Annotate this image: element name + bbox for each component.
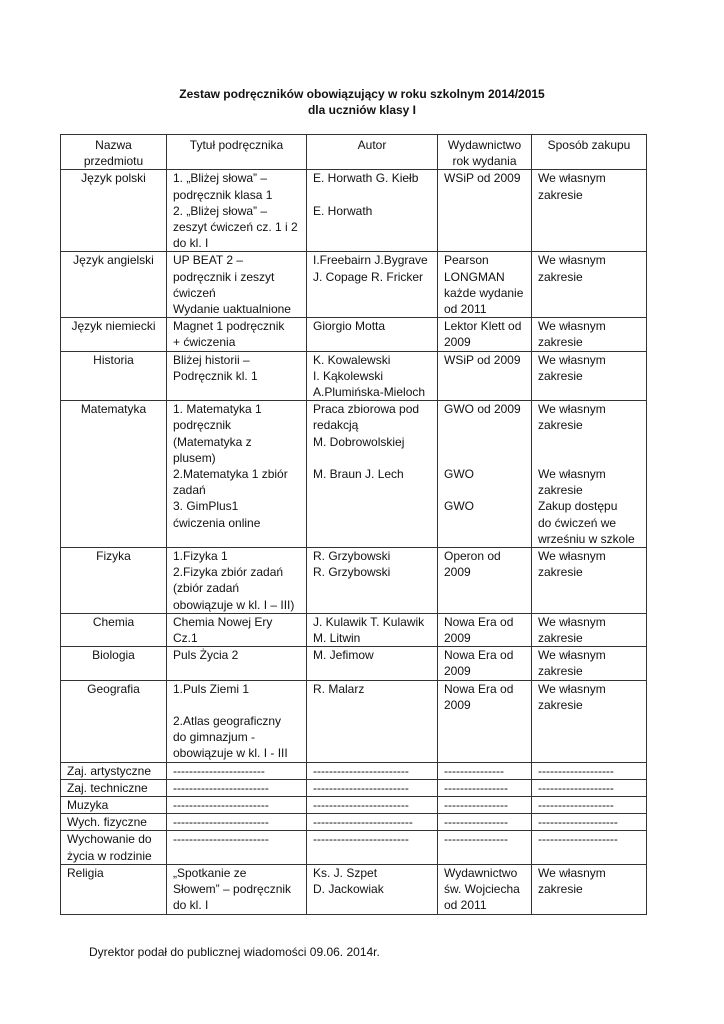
table-row — [61, 762, 647, 779]
cell-line: --------------- — [444, 763, 504, 778]
cell-line: każde wydanie — [444, 285, 524, 300]
table-row — [61, 814, 647, 831]
footer-note: Dyrektor podał do publicznej wiadomości 09.06. 2014r. — [89, 945, 380, 959]
book-cell — [167, 814, 307, 831]
author-cell — [307, 762, 438, 779]
cell-line: podręcznik klasa 1 — [173, 187, 273, 202]
cell-line: We własnym — [538, 681, 606, 696]
purchase-cell — [532, 814, 647, 831]
blank-line — [538, 450, 640, 466]
publisher-cell — [438, 401, 532, 548]
table-row — [61, 252, 647, 318]
cell-line: zakresie — [538, 269, 583, 284]
cell-line: Ks. J. Szpet — [313, 865, 378, 880]
cell-line: E. Horwath G. Kiełb — [313, 171, 419, 186]
publisher-cell — [438, 779, 532, 796]
author-cell — [307, 170, 438, 252]
cell-line: Geografia — [87, 681, 140, 696]
cell-line: R. Grzybowski — [313, 565, 391, 580]
blank-line — [444, 434, 525, 450]
cell-line: Biologia — [92, 648, 135, 663]
table-row — [61, 401, 647, 548]
cell-line: 2009 — [444, 565, 471, 580]
cell-line: „Spotkanie ze — [173, 865, 247, 880]
cell-line: Podręcznik kl. 1 — [173, 368, 258, 383]
cell-line: 2009 — [444, 664, 471, 679]
subject-cell — [61, 318, 167, 351]
cell-line: Giorgio Motta — [313, 319, 386, 334]
cell-line: obowiązuje w kl. I – III) — [173, 597, 295, 612]
subject-cell — [61, 797, 167, 814]
author-cell — [307, 647, 438, 680]
cell-line: ------------------------ — [173, 798, 269, 813]
cell-line: 2.Atlas geograficzny — [173, 714, 282, 729]
cell-line: zakresie — [538, 631, 583, 646]
book-cell — [167, 318, 307, 351]
title-line-1: Zestaw podręczników obowiązujący w roku szkolnym 2014/2015 — [179, 87, 545, 101]
textbook-table — [60, 134, 647, 915]
purchase-cell — [532, 680, 647, 762]
table-row — [61, 351, 647, 401]
cell-line: 3. GimPlus1 — [173, 499, 239, 514]
table-row — [61, 613, 647, 646]
cell-line: zadań — [173, 483, 206, 498]
cell-line: 2.Fizyka zbiór zadań — [173, 565, 284, 580]
cell-line: + ćwiczenia — [173, 335, 236, 350]
header-subject — [61, 135, 167, 170]
cell-line: D. Jackowiak — [313, 882, 384, 897]
cell-line: Praca zbiorowa pod — [313, 402, 420, 417]
subject-cell — [61, 680, 167, 762]
cell-line: We własnym — [538, 402, 606, 417]
cell-line: -------------------- — [538, 832, 618, 847]
title-line-2: dla uczniów klasy I — [307, 103, 417, 117]
subject-cell — [61, 864, 167, 914]
table-row — [61, 864, 647, 914]
purchase-cell — [532, 252, 647, 318]
cell-line: ------------------------ — [313, 763, 409, 778]
cell-line: E. Horwath — [313, 203, 373, 218]
author-cell — [307, 351, 438, 401]
table-row — [61, 779, 647, 796]
cell-line: Chemia — [92, 614, 135, 629]
cell-line: K. Kowalewski — [313, 352, 391, 367]
book-cell — [167, 864, 307, 914]
cell-line: WSiP od 2009 — [444, 171, 521, 186]
author-cell — [307, 252, 438, 318]
cell-line: 2. „Bliżej słowa” – — [173, 203, 268, 218]
purchase-cell — [532, 401, 647, 548]
purchase-cell — [532, 864, 647, 914]
publisher-cell — [438, 351, 532, 401]
table-row — [61, 647, 647, 680]
header-book — [167, 135, 307, 170]
header-purchase — [532, 135, 647, 170]
author-cell — [307, 318, 438, 351]
subject-cell — [61, 401, 167, 548]
cell-line: zakresie — [538, 368, 583, 383]
author-cell — [307, 814, 438, 831]
table-row — [61, 680, 647, 762]
cell-line: ------------------------ — [313, 780, 409, 795]
cell-line: Język angielski — [73, 253, 154, 268]
document-title — [0, 86, 724, 118]
cell-line: zakresie — [538, 187, 583, 202]
purchase-cell — [532, 831, 647, 864]
cell-line: Nowa Era od — [444, 648, 514, 663]
book-cell — [167, 680, 307, 762]
cell-line: obowiązuje w kl. I - III — [173, 746, 288, 761]
cell-line: 2009 — [444, 697, 471, 712]
author-cell — [307, 831, 438, 864]
cell-line: Język niemiecki — [71, 319, 156, 334]
table-row — [61, 797, 647, 814]
cell-line: Nowa Era od — [444, 614, 514, 629]
cell-line: redakcją — [313, 418, 359, 433]
publisher-cell — [438, 647, 532, 680]
cell-line: ćwiczeń — [173, 285, 216, 300]
cell-line: ------------------- — [538, 798, 614, 813]
publisher-cell — [438, 797, 532, 814]
cell-line: I.Freebairn J.Bygrave — [313, 253, 428, 268]
publisher-cell — [438, 252, 532, 318]
cell-line: Słowem” – podręcznik — [173, 882, 292, 897]
cell-line: Operon od — [444, 549, 501, 564]
cell-line: 1. „Bliżej słowa” – — [173, 171, 268, 186]
cell-line: podręcznik — [173, 418, 232, 433]
cell-line: podręcznik i zeszyt — [173, 269, 275, 284]
cell-line: Język polski — [81, 171, 146, 186]
subject-cell — [61, 779, 167, 796]
subject-cell — [61, 831, 167, 864]
cell-line: We własnym — [538, 614, 606, 629]
cell-line: ---------------- — [444, 798, 508, 813]
purchase-cell — [532, 318, 647, 351]
cell-line: 2009 — [444, 335, 471, 350]
cell-line: M. Braun J. Lech — [313, 467, 404, 482]
cell-line: We własnym — [538, 171, 606, 186]
cell-line: do kl. I — [173, 898, 209, 913]
author-cell — [307, 797, 438, 814]
purchase-cell — [532, 797, 647, 814]
cell-line: 1.Puls Ziemi 1 — [173, 681, 250, 696]
cell-line: Wydanie uaktualnione — [173, 302, 291, 317]
cell-line: We własnym — [538, 648, 606, 663]
publisher-cell — [438, 864, 532, 914]
cell-line: Magnet 1 podręcznik — [173, 319, 285, 334]
cell-line: plusem) — [173, 450, 216, 465]
header-book-label: Tytuł podręcznika — [189, 138, 284, 152]
subject-cell — [61, 647, 167, 680]
cell-line: Muzyka — [67, 798, 109, 813]
cell-line: We własnym — [538, 865, 606, 880]
book-cell — [167, 401, 307, 548]
cell-line: ---------------- — [444, 815, 508, 830]
book-cell — [167, 351, 307, 401]
blank-line — [538, 434, 640, 450]
header-purchase-label: Sposób zakupu — [547, 138, 631, 152]
blank-line — [444, 482, 525, 498]
cell-line: J. Copage R. Fricker — [313, 269, 424, 284]
cell-line: A.Plumińska-Mieloch — [313, 385, 426, 400]
cell-line: We własnym — [538, 319, 606, 334]
cell-line: GWO — [444, 499, 474, 514]
author-cell — [307, 401, 438, 548]
cell-line: do kl. I — [173, 236, 209, 251]
book-cell — [167, 548, 307, 614]
book-cell — [167, 831, 307, 864]
cell-line: ------------------------- — [313, 815, 413, 830]
cell-line: Puls Życia 2 — [173, 648, 239, 663]
header-publisher — [438, 135, 532, 170]
purchase-cell — [532, 647, 647, 680]
cell-line: Cz.1 — [173, 631, 198, 646]
cell-line: We własnym — [538, 253, 606, 268]
publisher-cell — [438, 680, 532, 762]
author-cell — [307, 548, 438, 614]
cell-line: GWO — [444, 467, 474, 482]
cell-line: Lektor Klett od — [444, 319, 522, 334]
blank-line — [444, 417, 525, 433]
cell-line: ------------------------ — [173, 780, 269, 795]
cell-line: ------------------------ — [173, 815, 269, 830]
cell-line: We własnym — [538, 352, 606, 367]
cell-line: od 2011 — [444, 302, 487, 317]
cell-line: zeszyt ćwiczeń cz. 1 i 2 — [173, 220, 298, 235]
publisher-cell — [438, 814, 532, 831]
author-cell — [307, 779, 438, 796]
cell-line: życia w rodzinie — [67, 848, 152, 863]
cell-line: do ćwiczeń we — [538, 515, 617, 530]
cell-line: M. Litwin — [313, 631, 361, 646]
table-row — [61, 318, 647, 351]
author-cell — [307, 680, 438, 762]
cell-line: ----------------------- — [173, 763, 265, 778]
cell-line: R. Malarz — [313, 681, 365, 696]
publisher-cell — [438, 762, 532, 779]
cell-line: Historia — [93, 352, 134, 367]
blank-line — [173, 697, 300, 713]
cell-line: Zaj. artystyczne — [67, 763, 152, 778]
cell-line: 2009 — [444, 631, 471, 646]
cell-line: Matematyka — [80, 402, 147, 417]
cell-line: M. Jefimow — [313, 648, 374, 663]
table-row — [61, 831, 647, 864]
header-subject-line: Nazwa — [95, 138, 132, 152]
subject-cell — [61, 170, 167, 252]
cell-line: zakresie — [538, 565, 583, 580]
blank-line — [313, 450, 431, 466]
publisher-cell — [438, 318, 532, 351]
cell-line: ------------------- — [538, 780, 614, 795]
author-cell — [307, 864, 438, 914]
cell-line: (Matematyka z — [173, 434, 252, 449]
cell-line: R. Grzybowski — [313, 549, 391, 564]
cell-line: zakresie — [538, 483, 583, 498]
book-cell — [167, 762, 307, 779]
subject-cell — [61, 613, 167, 646]
cell-line: Wydawnictwo — [444, 865, 518, 880]
purchase-cell — [532, 548, 647, 614]
cell-line: J. Kulawik T. Kulawik — [313, 614, 425, 629]
author-cell — [307, 613, 438, 646]
header-row — [61, 135, 647, 170]
cell-line: 2.Matematyka 1 zbiór — [173, 467, 288, 482]
header-subject-line: przedmiotu — [83, 154, 144, 169]
cell-line: WSiP od 2009 — [444, 352, 521, 367]
book-cell — [167, 797, 307, 814]
purchase-cell — [532, 351, 647, 401]
cell-line: ------------------------ — [313, 798, 409, 813]
cell-line: -------------------- — [538, 815, 618, 830]
table-row — [61, 548, 647, 614]
cell-line: 1.Fizyka 1 — [173, 549, 228, 564]
book-cell — [167, 252, 307, 318]
cell-line: We własnym — [538, 467, 606, 482]
cell-line: ---------------- — [444, 780, 508, 795]
cell-line: od 2011 — [444, 898, 487, 913]
cell-line: Wychowanie do — [67, 832, 152, 847]
purchase-cell — [532, 170, 647, 252]
book-cell — [167, 779, 307, 796]
cell-line: ćwiczenia online — [173, 515, 261, 530]
cell-line: Nowa Era od — [444, 681, 514, 696]
cell-line: M. Dobrowolskiej — [313, 434, 405, 449]
cell-line: Religia — [67, 865, 104, 880]
cell-line: Pearson — [444, 253, 489, 268]
book-cell — [167, 647, 307, 680]
purchase-cell — [532, 779, 647, 796]
cell-line: GWO od 2009 — [444, 402, 521, 417]
subject-cell — [61, 351, 167, 401]
cell-line: ---------------- — [444, 832, 508, 847]
cell-line: zakresie — [538, 335, 583, 350]
cell-line: Wych. fizyczne — [67, 815, 147, 830]
cell-line: zakresie — [538, 418, 583, 433]
header-author — [307, 135, 438, 170]
cell-line: zakresie — [538, 882, 583, 897]
subject-cell — [61, 252, 167, 318]
subject-cell — [61, 548, 167, 614]
book-cell — [167, 613, 307, 646]
cell-line: LONGMAN — [444, 269, 505, 284]
cell-line: Zaj. techniczne — [67, 780, 148, 795]
book-cell — [167, 170, 307, 252]
blank-line — [444, 450, 525, 466]
cell-line: Fizyka — [96, 549, 131, 564]
cell-line: ------------------- — [538, 763, 614, 778]
cell-line: UP BEAT 2 – — [173, 253, 244, 268]
publisher-cell — [438, 548, 532, 614]
cell-line: wrześniu w szkole — [538, 531, 635, 546]
cell-line: I. Kąkolewski — [313, 368, 384, 383]
cell-line: św. Wojciecha — [444, 882, 520, 897]
cell-line: do gimnazjum - — [173, 730, 256, 745]
header-author-label: Autor — [357, 138, 387, 152]
publisher-cell — [438, 613, 532, 646]
table-row — [61, 170, 647, 252]
blank-line — [313, 187, 431, 203]
cell-line: ------------------------ — [313, 832, 409, 847]
header-publisher-line: rok wydania — [452, 154, 517, 169]
cell-line: zakresie — [538, 697, 583, 712]
cell-line: Bliżej historii – — [173, 352, 250, 367]
publisher-cell — [438, 831, 532, 864]
cell-line: 1. Matematyka 1 — [173, 402, 262, 417]
cell-line: ------------------------ — [173, 832, 269, 847]
table-body — [61, 170, 647, 914]
purchase-cell — [532, 762, 647, 779]
header-publisher-line: Wydawnictwo — [447, 138, 522, 152]
cell-line: We własnym — [538, 549, 606, 564]
subject-cell — [61, 814, 167, 831]
cell-line: Chemia Nowej Ery — [173, 614, 273, 629]
publisher-cell — [438, 170, 532, 252]
cell-line: (zbiór zadań — [173, 581, 240, 596]
cell-line: Zakup dostępu — [538, 499, 618, 514]
cell-line: zakresie — [538, 664, 583, 679]
subject-cell — [61, 762, 167, 779]
purchase-cell — [532, 613, 647, 646]
